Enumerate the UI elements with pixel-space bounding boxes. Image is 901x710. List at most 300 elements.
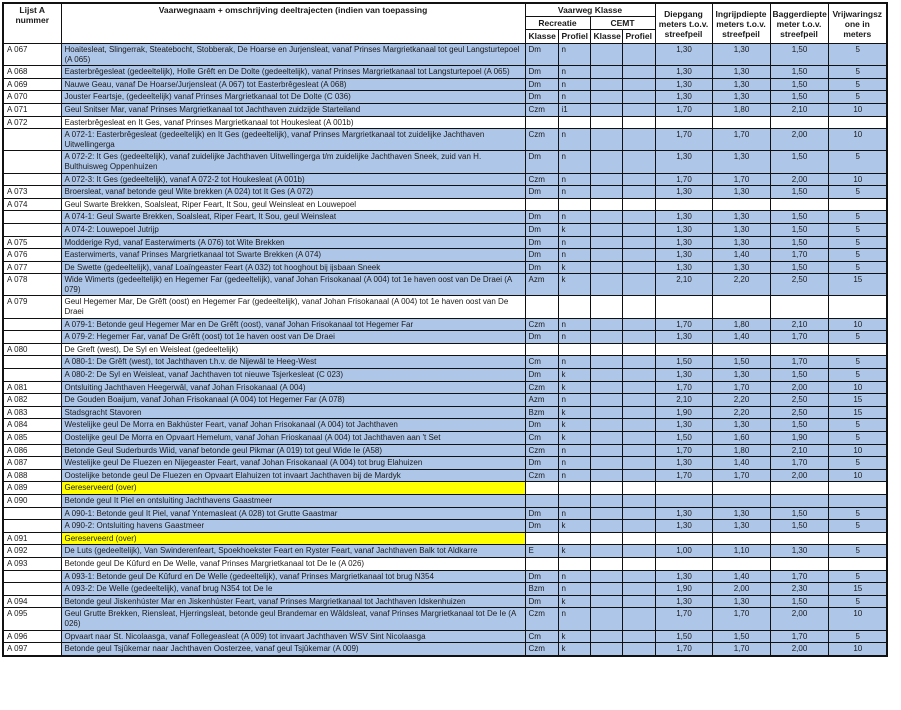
- cemt-profiel-cell: [622, 457, 655, 470]
- vrijwaringszone-cell: 10: [828, 444, 887, 457]
- recreatie-klasse-cell: Dm: [525, 595, 558, 608]
- vrijwaringszone-cell: [828, 557, 887, 570]
- header-cemt: CEMT: [590, 17, 655, 30]
- baggerdiepte-cell: 2,50: [770, 406, 828, 419]
- recreatie-profiel-cell: k: [558, 432, 590, 445]
- baggerdiepte-cell: 2,00: [770, 643, 828, 656]
- cemt-profiel-cell: [622, 545, 655, 558]
- vrijwaringszone-cell: 10: [828, 643, 887, 656]
- cemt-profiel-cell: [622, 557, 655, 570]
- recreatie-profiel-cell: [558, 198, 590, 211]
- description-cell: A 093-1: Betonde geul De Kûfurd en De Welle (gedeeltelijk), vanaf Prinses Margrietkanaal tot brug N354: [61, 570, 525, 583]
- table-row: [3, 406, 887, 419]
- vrijwaringszone-cell: 5: [828, 249, 887, 262]
- baggerdiepte-cell: 2,50: [770, 274, 828, 296]
- diepgang-cell: 1,00: [655, 545, 712, 558]
- recreatie-profiel-cell: n: [558, 457, 590, 470]
- vrijwaringszone-cell: 5: [828, 356, 887, 369]
- vrijwaringszone-cell: [828, 343, 887, 356]
- vrijwaringszone-cell: 10: [828, 129, 887, 151]
- row-number-cell: A 090: [3, 494, 61, 507]
- row-number-cell: [3, 583, 61, 596]
- recreatie-klasse-cell: [525, 482, 558, 495]
- table-row: [3, 103, 887, 116]
- row-number-cell: [3, 331, 61, 344]
- recreatie-klasse-cell: Czm: [525, 444, 558, 457]
- recreatie-klasse-cell: Dm: [525, 369, 558, 382]
- diepgang-cell: 1,30: [655, 249, 712, 262]
- recreatie-klasse-cell: [525, 343, 558, 356]
- table-row: [3, 570, 887, 583]
- table-row: [3, 223, 887, 236]
- table-row: [3, 608, 887, 630]
- ingrijpdiepte-cell: 2,00: [712, 583, 770, 596]
- cemt-klasse-cell: [590, 432, 622, 445]
- baggerdiepte-cell: 1,50: [770, 78, 828, 91]
- description-cell: Easterwimerts, vanaf Prinses Margrietkanaal tot Swarte Brekken (A 074): [61, 249, 525, 262]
- cemt-profiel-cell: [622, 570, 655, 583]
- table-row: [3, 469, 887, 482]
- ingrijpdiepte-cell: 1,30: [712, 236, 770, 249]
- table-row: [3, 129, 887, 151]
- description-cell: A 072-2: It Ges (gedeeltelijk), vanaf zuidelijke Jachthaven Uitwellingerga t/m zuidelijke Jachthaven Sneek, zuid van H. Bulthuisweg Oppenhuizen: [61, 151, 525, 173]
- diepgang-cell: [655, 532, 712, 545]
- row-number-cell: A 085: [3, 432, 61, 445]
- vrijwaringszone-cell: 5: [828, 457, 887, 470]
- cemt-profiel-cell: [622, 103, 655, 116]
- cemt-profiel-cell: [622, 211, 655, 224]
- header-klasse-recreatie: Klasse: [525, 30, 558, 44]
- recreatie-klasse-cell: Dm: [525, 261, 558, 274]
- ingrijpdiepte-cell: 1,70: [712, 643, 770, 656]
- baggerdiepte-cell: 1,50: [770, 186, 828, 199]
- cemt-profiel-cell: [622, 381, 655, 394]
- recreatie-profiel-cell: n: [558, 186, 590, 199]
- recreatie-profiel-cell: k: [558, 381, 590, 394]
- baggerdiepte-cell: 1,70: [770, 331, 828, 344]
- description-cell: Stadsgracht Stavoren: [61, 406, 525, 419]
- diepgang-cell: 1,30: [655, 507, 712, 520]
- diepgang-cell: 1,30: [655, 44, 712, 66]
- diepgang-cell: 1,30: [655, 369, 712, 382]
- cemt-profiel-cell: [622, 318, 655, 331]
- recreatie-profiel-cell: n: [558, 394, 590, 407]
- recreatie-profiel-cell: n: [558, 608, 590, 630]
- table-row: [3, 419, 887, 432]
- description-cell: A 074-1: Geul Swarte Brekken, Soalsleat, Riper Feart, It Sou, geul Weinsleat: [61, 211, 525, 224]
- ingrijpdiepte-cell: 1,30: [712, 211, 770, 224]
- diepgang-cell: 1,30: [655, 78, 712, 91]
- vrijwaringszone-cell: 10: [828, 318, 887, 331]
- recreatie-klasse-cell: Czm: [525, 103, 558, 116]
- baggerdiepte-cell: 1,70: [770, 630, 828, 643]
- recreatie-profiel-cell: [558, 116, 590, 129]
- table-row: [3, 91, 887, 104]
- recreatie-profiel-cell: n: [558, 78, 590, 91]
- baggerdiepte-cell: [770, 343, 828, 356]
- vrijwaringszone-cell: [828, 296, 887, 318]
- table-row: [3, 643, 887, 656]
- row-number-cell: [3, 570, 61, 583]
- row-number-cell: A 089: [3, 482, 61, 495]
- baggerdiepte-cell: 1,50: [770, 236, 828, 249]
- row-number-cell: A 071: [3, 103, 61, 116]
- baggerdiepte-cell: 1,50: [770, 91, 828, 104]
- baggerdiepte-cell: 2,00: [770, 129, 828, 151]
- recreatie-profiel-cell: k: [558, 261, 590, 274]
- recreatie-klasse-cell: Dm: [525, 151, 558, 173]
- row-number-cell: A 076: [3, 249, 61, 262]
- cemt-profiel-cell: [622, 151, 655, 173]
- cemt-klasse-cell: [590, 545, 622, 558]
- vrijwaringszone-cell: 15: [828, 274, 887, 296]
- cemt-profiel-cell: [622, 356, 655, 369]
- diepgang-cell: 1,30: [655, 419, 712, 432]
- cemt-klasse-cell: [590, 469, 622, 482]
- baggerdiepte-cell: 1,50: [770, 44, 828, 66]
- vrijwaringszone-cell: 5: [828, 595, 887, 608]
- vrijwaringszone-cell: 5: [828, 261, 887, 274]
- recreatie-profiel-cell: n: [558, 469, 590, 482]
- vrijwaringszone-cell: [828, 198, 887, 211]
- recreatie-profiel-cell: n: [558, 236, 590, 249]
- cemt-klasse-cell: [590, 557, 622, 570]
- cemt-profiel-cell: [622, 223, 655, 236]
- table-row: [3, 186, 887, 199]
- vrijwaringszone-cell: 5: [828, 331, 887, 344]
- row-number-cell: A 081: [3, 381, 61, 394]
- header-diepgang: Diepgang meters t.o.v. streefpeil: [655, 3, 712, 44]
- table-row: [3, 545, 887, 558]
- description-cell: Betonde geul Jiskenhúster Mar en Jiskenhúster Feart, vanaf Prinses Margrietkanaal tot Jachthaven Idskenhuizen: [61, 595, 525, 608]
- diepgang-cell: 1,90: [655, 583, 712, 596]
- diepgang-cell: 1,70: [655, 608, 712, 630]
- recreatie-profiel-cell: n: [558, 507, 590, 520]
- recreatie-klasse-cell: Azm: [525, 394, 558, 407]
- diepgang-cell: 1,50: [655, 432, 712, 445]
- description-cell: A 072-3: It Ges (gedeeltelijk), vanaf A 072-2 tot Houkesleat (A 001b): [61, 173, 525, 186]
- cemt-profiel-cell: [622, 507, 655, 520]
- recreatie-profiel-cell: n: [558, 129, 590, 151]
- table-header: [3, 3, 887, 44]
- recreatie-klasse-cell: [525, 116, 558, 129]
- description-cell: A 074-2: Louwepoel Jutrijp: [61, 223, 525, 236]
- vrijwaringszone-cell: 5: [828, 630, 887, 643]
- baggerdiepte-cell: [770, 116, 828, 129]
- cemt-klasse-cell: [590, 394, 622, 407]
- cemt-profiel-cell: [622, 331, 655, 344]
- row-number-cell: A 083: [3, 406, 61, 419]
- row-number-cell: [3, 151, 61, 173]
- recreatie-profiel-cell: n: [558, 151, 590, 173]
- description-cell: De Gouden Boaijum, vanaf Johan Frisokanaal (A 004) tot Hegemer Far (A 078): [61, 394, 525, 407]
- row-number-cell: A 074: [3, 198, 61, 211]
- row-number-cell: A 086: [3, 444, 61, 457]
- vrijwaringszone-cell: [828, 532, 887, 545]
- diepgang-cell: 1,30: [655, 331, 712, 344]
- baggerdiepte-cell: [770, 532, 828, 545]
- row-number-cell: [3, 173, 61, 186]
- vrijwaringszone-cell: 5: [828, 66, 887, 79]
- recreatie-klasse-cell: Dm: [525, 419, 558, 432]
- vaarwegen-table: [2, 2, 888, 657]
- cemt-klasse-cell: [590, 570, 622, 583]
- ingrijpdiepte-cell: 1,70: [712, 469, 770, 482]
- ingrijpdiepte-cell: 1,30: [712, 261, 770, 274]
- row-number-cell: A 091: [3, 532, 61, 545]
- recreatie-klasse-cell: Dm: [525, 249, 558, 262]
- cemt-profiel-cell: [622, 198, 655, 211]
- header-vaarweg-klasse: Vaarweg Klasse: [525, 3, 655, 17]
- table-row: [3, 78, 887, 91]
- recreatie-klasse-cell: Czm: [525, 173, 558, 186]
- recreatie-klasse-cell: Czm: [525, 643, 558, 656]
- vrijwaringszone-cell: 10: [828, 469, 887, 482]
- row-number-cell: A 079: [3, 296, 61, 318]
- cemt-klasse-cell: [590, 296, 622, 318]
- ingrijpdiepte-cell: 1,80: [712, 318, 770, 331]
- recreatie-klasse-cell: Dm: [525, 66, 558, 79]
- baggerdiepte-cell: 1,50: [770, 520, 828, 533]
- table-row: [3, 520, 887, 533]
- vrijwaringszone-cell: 5: [828, 545, 887, 558]
- diepgang-cell: 1,30: [655, 457, 712, 470]
- cemt-klasse-cell: [590, 236, 622, 249]
- recreatie-profiel-cell: n: [558, 570, 590, 583]
- diepgang-cell: 1,70: [655, 381, 712, 394]
- cemt-profiel-cell: [622, 44, 655, 66]
- ingrijpdiepte-cell: [712, 116, 770, 129]
- ingrijpdiepte-cell: 1,70: [712, 608, 770, 630]
- ingrijpdiepte-cell: 1,80: [712, 444, 770, 457]
- table-row: [3, 557, 887, 570]
- header-nummer: Lijst A nummer: [3, 3, 61, 44]
- recreatie-klasse-cell: Czm: [525, 318, 558, 331]
- recreatie-profiel-cell: n: [558, 91, 590, 104]
- ingrijpdiepte-cell: [712, 557, 770, 570]
- cemt-klasse-cell: [590, 223, 622, 236]
- recreatie-klasse-cell: [525, 532, 558, 545]
- baggerdiepte-cell: [770, 494, 828, 507]
- recreatie-profiel-cell: k: [558, 369, 590, 382]
- cemt-profiel-cell: [622, 406, 655, 419]
- ingrijpdiepte-cell: 1,30: [712, 369, 770, 382]
- baggerdiepte-cell: 2,10: [770, 318, 828, 331]
- recreatie-klasse-cell: Czm: [525, 129, 558, 151]
- cemt-profiel-cell: [622, 261, 655, 274]
- recreatie-klasse-cell: Dm: [525, 211, 558, 224]
- header-vrijwaringszone: Vrijwaringszone in meters: [828, 3, 887, 44]
- cemt-profiel-cell: [622, 343, 655, 356]
- recreatie-profiel-cell: [558, 494, 590, 507]
- recreatie-profiel-cell: n: [558, 173, 590, 186]
- cemt-klasse-cell: [590, 91, 622, 104]
- recreatie-profiel-cell: n: [558, 583, 590, 596]
- recreatie-profiel-cell: k: [558, 223, 590, 236]
- table-row: [3, 44, 887, 66]
- row-number-cell: A 093: [3, 557, 61, 570]
- cemt-profiel-cell: [622, 116, 655, 129]
- row-number-cell: [3, 369, 61, 382]
- baggerdiepte-cell: 2,00: [770, 608, 828, 630]
- description-cell: Geul Hegemer Mar, De Grêft (oost) en Hegemer Far (gedeeltelijk), vanaf Johan Frisokanaal (A 004) tot 1e haven oost van De Draei: [61, 296, 525, 318]
- row-number-cell: A 075: [3, 236, 61, 249]
- diepgang-cell: 2,10: [655, 394, 712, 407]
- diepgang-cell: [655, 296, 712, 318]
- ingrijpdiepte-cell: 1,30: [712, 44, 770, 66]
- cemt-profiel-cell: [622, 236, 655, 249]
- table-row: [3, 630, 887, 643]
- diepgang-cell: 1,30: [655, 520, 712, 533]
- vrijwaringszone-cell: 10: [828, 173, 887, 186]
- row-number-cell: A 072: [3, 116, 61, 129]
- recreatie-klasse-cell: Czm: [525, 608, 558, 630]
- description-cell: Oostelijke betonde geul De Fluezen en Opvaart Elahuizen tot invaart Jachthaven bij de Mardyk: [61, 469, 525, 482]
- description-cell: Geul Snitser Mar, vanaf Prinses Margrietkanaal tot Jachthaven zuidzijde Starteiland: [61, 103, 525, 116]
- description-cell: Oostelijke geul De Morra en Opvaart Hemelum, vanaf Johan Frioskanaal (A 004) tot Jachthaven aan 't Set: [61, 432, 525, 445]
- ingrijpdiepte-cell: 1,30: [712, 595, 770, 608]
- baggerdiepte-cell: 2,50: [770, 394, 828, 407]
- recreatie-klasse-cell: Dm: [525, 223, 558, 236]
- description-cell: Betonde geul It Piel en ontsluiting Jachthavens Gaastmeer: [61, 494, 525, 507]
- recreatie-profiel-cell: n: [558, 44, 590, 66]
- row-number-cell: A 077: [3, 261, 61, 274]
- baggerdiepte-cell: 2,00: [770, 381, 828, 394]
- recreatie-profiel-cell: n: [558, 318, 590, 331]
- recreatie-profiel-cell: k: [558, 545, 590, 558]
- diepgang-cell: [655, 482, 712, 495]
- header-vaarwegnaam: Vaarwegnaam + omschrijving deeltrajecten (indien van toepassing: [61, 3, 525, 44]
- diepgang-cell: 1,70: [655, 173, 712, 186]
- description-cell: A 080-1: De Grêft (west), tot Jachthaven t.h.v. de Nijewâl te Heeg-West: [61, 356, 525, 369]
- row-number-cell: [3, 356, 61, 369]
- table-row: [3, 343, 887, 356]
- cemt-klasse-cell: [590, 406, 622, 419]
- ingrijpdiepte-cell: 1,40: [712, 570, 770, 583]
- description-cell: Opvaart naar St. Nicolaasga, vanaf Follegeasleat (A 009) tot invaart Jachthaven WSV Sint Nicolaasga: [61, 630, 525, 643]
- row-number-cell: A 088: [3, 469, 61, 482]
- header-row-1: [3, 3, 887, 17]
- baggerdiepte-cell: 1,50: [770, 66, 828, 79]
- baggerdiepte-cell: 1,50: [770, 211, 828, 224]
- vaarwegen-table-body: [3, 44, 887, 656]
- header-klasse-cemt: Klasse: [590, 30, 622, 44]
- ingrijpdiepte-cell: [712, 343, 770, 356]
- baggerdiepte-cell: 1,50: [770, 507, 828, 520]
- table-row: [3, 318, 887, 331]
- recreatie-profiel-cell: [558, 343, 590, 356]
- vrijwaringszone-cell: 15: [828, 394, 887, 407]
- cemt-profiel-cell: [622, 583, 655, 596]
- vrijwaringszone-cell: 5: [828, 211, 887, 224]
- cemt-klasse-cell: [590, 186, 622, 199]
- ingrijpdiepte-cell: 1,40: [712, 331, 770, 344]
- table-row: [3, 116, 887, 129]
- ingrijpdiepte-cell: 1,70: [712, 381, 770, 394]
- diepgang-cell: [655, 198, 712, 211]
- table-row: [3, 211, 887, 224]
- recreatie-profiel-cell: k: [558, 419, 590, 432]
- description-cell: Hoaitesleat, Slingerrak, Steatebocht, Stobberak, De Hoarse en Jurjensleat, vanaf Prinses Margrietkanaal tot geul Langsturtepoel (A 065): [61, 44, 525, 66]
- baggerdiepte-cell: 1,50: [770, 369, 828, 382]
- recreatie-profiel-cell: n: [558, 444, 590, 457]
- diepgang-cell: 2,10: [655, 274, 712, 296]
- cemt-profiel-cell: [622, 274, 655, 296]
- description-cell: Broersleat, vanaf betonde geul Wite brekken (A 024) tot It Ges (A 072): [61, 186, 525, 199]
- description-cell: Geul Swarte Brekken, Soalsleat, Riper Feart, It Sou, geul Weinsleat en Louwepoel: [61, 198, 525, 211]
- vrijwaringszone-cell: 5: [828, 507, 887, 520]
- ingrijpdiepte-cell: [712, 494, 770, 507]
- recreatie-klasse-cell: Bzm: [525, 583, 558, 596]
- baggerdiepte-cell: [770, 296, 828, 318]
- cemt-klasse-cell: [590, 583, 622, 596]
- table-row: [3, 274, 887, 296]
- table-row: [3, 369, 887, 382]
- cemt-klasse-cell: [590, 369, 622, 382]
- table-row: [3, 173, 887, 186]
- cemt-profiel-cell: [622, 296, 655, 318]
- description-cell: Ontsluiting Jachthaven Heegerwâl, vanaf Johan Frisokanaal (A 004): [61, 381, 525, 394]
- row-number-cell: A 095: [3, 608, 61, 630]
- cemt-klasse-cell: [590, 444, 622, 457]
- cemt-klasse-cell: [590, 520, 622, 533]
- baggerdiepte-cell: 2,00: [770, 469, 828, 482]
- recreatie-klasse-cell: Dm: [525, 520, 558, 533]
- baggerdiepte-cell: 1,50: [770, 223, 828, 236]
- cemt-profiel-cell: [622, 249, 655, 262]
- cemt-klasse-cell: [590, 457, 622, 470]
- row-number-cell: A 080: [3, 343, 61, 356]
- vrijwaringszone-cell: 15: [828, 406, 887, 419]
- cemt-klasse-cell: [590, 595, 622, 608]
- cemt-profiel-cell: [622, 469, 655, 482]
- description-cell: A 093-2: De Welle (gedeeltelijk), vanaf brug N354 tot De Ie: [61, 583, 525, 596]
- row-number-cell: A 087: [3, 457, 61, 470]
- ingrijpdiepte-cell: 2,20: [712, 274, 770, 296]
- vrijwaringszone-cell: 5: [828, 236, 887, 249]
- diepgang-cell: 1,30: [655, 186, 712, 199]
- ingrijpdiepte-cell: 1,80: [712, 103, 770, 116]
- recreatie-klasse-cell: Czm: [525, 469, 558, 482]
- description-cell: De Greft (west), De Syl en Weisleat (gedeeltelijk): [61, 343, 525, 356]
- cemt-klasse-cell: [590, 211, 622, 224]
- diepgang-cell: 1,30: [655, 223, 712, 236]
- cemt-klasse-cell: [590, 261, 622, 274]
- ingrijpdiepte-cell: [712, 482, 770, 495]
- recreatie-klasse-cell: [525, 198, 558, 211]
- vrijwaringszone-cell: [828, 482, 887, 495]
- cemt-profiel-cell: [622, 532, 655, 545]
- cemt-klasse-cell: [590, 78, 622, 91]
- row-number-cell: [3, 211, 61, 224]
- description-cell: Gereserveerd (over): [61, 482, 525, 495]
- table-row: [3, 494, 887, 507]
- row-number-cell: A 092: [3, 545, 61, 558]
- cemt-profiel-cell: [622, 595, 655, 608]
- recreatie-klasse-cell: [525, 557, 558, 570]
- description-cell: Westelijke geul De Fluezen en Nijegeaster Feart, vanaf Johan Frisokanaal (A 004) tot brug Elahuizen: [61, 457, 525, 470]
- recreatie-klasse-cell: Dm: [525, 91, 558, 104]
- baggerdiepte-cell: 1,50: [770, 419, 828, 432]
- vrijwaringszone-cell: 5: [828, 44, 887, 66]
- ingrijpdiepte-cell: 1,50: [712, 630, 770, 643]
- cemt-klasse-cell: [590, 630, 622, 643]
- cemt-profiel-cell: [622, 444, 655, 457]
- cemt-profiel-cell: [622, 630, 655, 643]
- description-cell: Betonde Geul Suderburds Wiid, vanaf betonde geul Pikmar (A 019) tot geul Wide Ie (A58): [61, 444, 525, 457]
- cemt-profiel-cell: [622, 419, 655, 432]
- recreatie-klasse-cell: E: [525, 545, 558, 558]
